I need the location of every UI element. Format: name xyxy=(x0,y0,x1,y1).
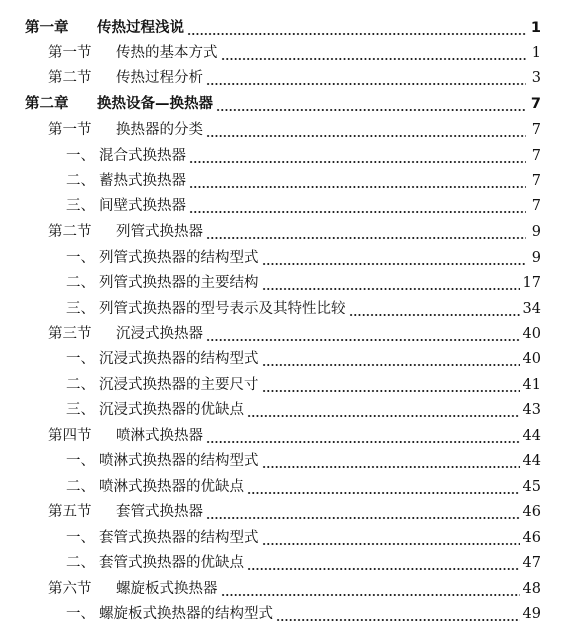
toc-entry-number: 第二节 xyxy=(48,224,92,240)
toc-entry-number: 二、 xyxy=(66,555,95,571)
toc-leader-dots xyxy=(262,249,527,267)
toc-page-number: 41 xyxy=(522,377,541,393)
toc-entry-title: 螺旋板式换热器 xyxy=(116,581,218,597)
toc-leader-dots xyxy=(189,172,526,190)
toc-leader-dots xyxy=(206,427,520,445)
toc-leader-dots xyxy=(216,95,526,113)
toc-entry-number: 第二章 xyxy=(25,96,69,112)
toc-page-number: 9 xyxy=(531,250,541,266)
toc-leader-dots xyxy=(187,19,526,37)
toc-item-row[interactable] xyxy=(0,166,541,190)
toc-page-number: 47 xyxy=(522,555,541,571)
toc-entry-title: 传热过程分析 xyxy=(116,70,203,86)
toc-chapter-row[interactable] xyxy=(0,89,541,113)
toc-entry-title: 传热过程浅说 xyxy=(97,20,184,36)
toc-page-number: 7 xyxy=(530,96,541,112)
toc-entry-number: 三、 xyxy=(66,198,95,214)
toc-page-number: 7 xyxy=(531,173,541,189)
toc-page-number: 1 xyxy=(530,20,541,36)
toc-leader-dots xyxy=(221,580,520,598)
toc-item-row[interactable] xyxy=(0,472,541,496)
toc-page-number: 7 xyxy=(531,122,541,138)
toc-leader-dots xyxy=(262,529,520,547)
toc-item-row[interactable] xyxy=(0,294,541,318)
toc-item-row[interactable] xyxy=(0,395,541,419)
toc-entry-title: 喷淋式换热器的优缺点 xyxy=(99,479,244,495)
toc-item-row[interactable] xyxy=(0,344,541,368)
toc-entry-number: 二、 xyxy=(66,377,95,393)
toc-leader-dots xyxy=(262,350,520,368)
toc-item-row[interactable] xyxy=(0,191,541,215)
toc-entry-number: 第一章 xyxy=(25,20,69,36)
toc-page-number: 44 xyxy=(522,453,541,469)
toc-section-row[interactable] xyxy=(0,217,541,241)
toc-item-row[interactable] xyxy=(0,599,541,623)
toc-page-number: 48 xyxy=(522,581,541,597)
toc-entry-number: 一、 xyxy=(66,351,95,367)
toc-entry-title: 螺旋板式换热器的结构型式 xyxy=(99,606,273,622)
toc-section-row[interactable] xyxy=(0,319,541,343)
toc-page-number: 40 xyxy=(522,326,541,342)
toc-entry-number: 一、 xyxy=(66,606,95,622)
toc-leader-dots xyxy=(206,503,520,521)
toc-item-row[interactable] xyxy=(0,268,541,292)
toc-entry-number: 二、 xyxy=(66,173,95,189)
toc-leader-dots xyxy=(247,401,520,419)
toc-entry-title: 混合式换热器 xyxy=(99,148,186,164)
toc-leader-dots xyxy=(276,605,520,623)
toc-page-number: 1 xyxy=(531,45,541,61)
toc-leader-dots xyxy=(262,376,520,394)
toc-page-number: 7 xyxy=(531,198,541,214)
toc-entry-title: 传热的基本方式 xyxy=(116,45,218,61)
toc-entry-number: 三、 xyxy=(66,402,95,418)
toc-leader-dots xyxy=(221,44,527,62)
toc-page-number: 3 xyxy=(531,70,541,86)
toc-entry-number: 一、 xyxy=(66,530,95,546)
toc-entry-title: 套管式换热器 xyxy=(116,504,203,520)
toc-item-row[interactable] xyxy=(0,243,541,267)
toc-leader-dots xyxy=(189,147,526,165)
toc-entry-number: 一、 xyxy=(66,250,95,266)
toc-chapter-row[interactable] xyxy=(0,13,541,37)
toc-entry-title: 喷淋式换热器的结构型式 xyxy=(99,453,259,469)
toc-page-number: 44 xyxy=(522,428,541,444)
toc-leader-dots xyxy=(206,121,526,139)
toc-entry-title: 列管式换热器的结构型式 xyxy=(99,250,259,266)
toc-page-number: 43 xyxy=(522,402,541,418)
toc-page-number: 34 xyxy=(522,301,541,317)
toc-leader-dots xyxy=(262,452,520,470)
toc-page-number: 45 xyxy=(522,479,541,495)
toc-entry-number: 第四节 xyxy=(48,428,92,444)
toc-page-number: 9 xyxy=(531,224,541,240)
toc-leader-dots xyxy=(189,197,526,215)
toc-item-row[interactable] xyxy=(0,446,541,470)
toc-entry-title: 喷淋式换热器 xyxy=(116,428,203,444)
toc-item-row[interactable] xyxy=(0,523,541,547)
toc-section-row[interactable] xyxy=(0,497,541,521)
toc-item-row[interactable] xyxy=(0,141,541,165)
toc-entry-number: 第五节 xyxy=(48,504,92,520)
toc-leader-dots xyxy=(349,300,520,318)
toc-entry-title: 列管式换热器 xyxy=(116,224,203,240)
toc-entry-title: 列管式换热器的主要结构 xyxy=(99,275,259,291)
toc-entry-number: 第一节 xyxy=(48,45,92,61)
toc-section-row[interactable] xyxy=(0,574,541,598)
toc-section-row[interactable] xyxy=(0,115,541,139)
toc-entry-title: 沉浸式换热器 xyxy=(116,326,203,342)
toc-item-row[interactable] xyxy=(0,370,541,394)
toc-leader-dots xyxy=(247,554,520,572)
toc-entry-number: 二、 xyxy=(66,275,95,291)
toc-page-number: 46 xyxy=(522,530,541,546)
toc-entry-title: 沉浸式换热器的结构型式 xyxy=(99,351,259,367)
toc-page-number: 46 xyxy=(522,504,541,520)
toc-page-number: 49 xyxy=(522,606,541,622)
toc-entry-number: 三、 xyxy=(66,301,95,317)
toc-page-number: 17 xyxy=(522,275,541,291)
toc-entry-title: 列管式换热器的型号表示及其特性比较 xyxy=(99,301,346,317)
toc-item-row[interactable] xyxy=(0,548,541,572)
toc-entry-number: 二、 xyxy=(66,479,95,495)
toc-entry-title: 换热设备—换热器 xyxy=(97,96,213,112)
toc-entry-title: 套管式换热器的结构型式 xyxy=(99,530,259,546)
toc-leader-dots xyxy=(247,478,520,496)
toc-entry-number: 一、 xyxy=(66,148,95,164)
toc-page-number: 7 xyxy=(531,148,541,164)
toc-leader-dots xyxy=(206,325,520,343)
toc-leader-dots xyxy=(262,274,520,292)
toc-page-number: 40 xyxy=(522,351,541,367)
toc-entry-title: 沉浸式换热器的主要尺寸 xyxy=(99,377,259,393)
toc-entry-number: 一、 xyxy=(66,453,95,469)
toc-entry-title: 沉浸式换热器的优缺点 xyxy=(99,402,244,418)
toc-entry-number: 第六节 xyxy=(48,581,92,597)
toc-entry-title: 套管式换热器的优缺点 xyxy=(99,555,244,571)
toc-entry-number: 第二节 xyxy=(48,70,92,86)
toc-entry-title: 间壁式换热器 xyxy=(99,198,186,214)
toc-entry-number: 第一节 xyxy=(48,122,92,138)
toc-entry-title: 换热器的分类 xyxy=(116,122,203,138)
toc-leader-dots xyxy=(206,223,526,241)
toc-section-row[interactable] xyxy=(0,421,541,445)
toc-section-row[interactable] xyxy=(0,63,541,87)
toc-section-row[interactable] xyxy=(0,38,541,62)
toc-entry-number: 第三节 xyxy=(48,326,92,342)
toc-leader-dots xyxy=(206,69,526,87)
toc-entry-title: 蓄热式换热器 xyxy=(99,173,186,189)
